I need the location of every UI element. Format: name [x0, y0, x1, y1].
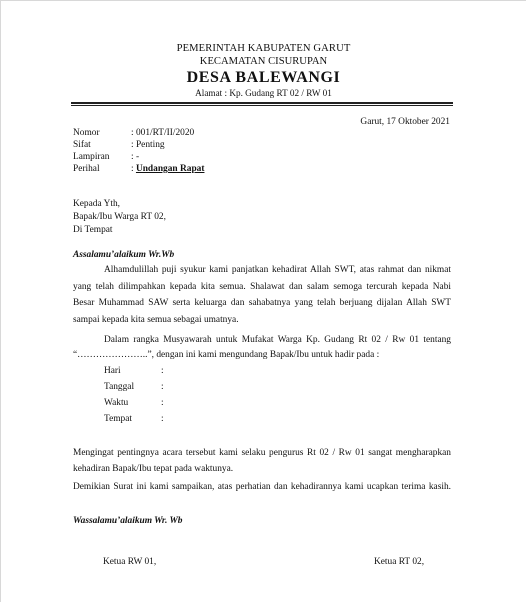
- meta-value-lampiran: : -: [131, 152, 140, 162]
- letterhead-address: Alamat : Kp. Gudang RT 02 / RW 01: [195, 88, 332, 98]
- schedule-colon: :: [161, 366, 164, 376]
- body-line: yang telah dilimpahkan kepada kita semua. Shalawat dan salam semoga tercurah kepada Nabi: [73, 282, 451, 292]
- letterhead-government: PEMERINTAH KABUPATEN GARUT: [176, 43, 351, 54]
- place-date: Garut, 17 Oktober 2021: [360, 117, 450, 127]
- recipient-line: Kepada Yth,: [73, 199, 121, 209]
- letterhead-rule-thick: [71, 102, 453, 104]
- body-line: “…………………..”, dengan ini kami mengundang Bapak/Ibu untuk hadir pada :: [73, 350, 380, 360]
- recipient-line: Bapak/Ibu Warga RT 02,: [73, 212, 166, 222]
- closing-line: kehadiran Bapak/Ibu tepat pada waktunya.: [73, 464, 234, 474]
- subject-text: Undangan Rapat: [135, 164, 205, 174]
- schedule-colon: :: [161, 414, 164, 424]
- body-line: sampai kepada kita semua sebagai umatnya.: [73, 315, 239, 325]
- schedule-label: Tanggal: [104, 382, 135, 392]
- meta-value-perihal: [131, 164, 204, 175]
- schedule-label: Hari: [104, 366, 121, 376]
- schedule-colon: :: [161, 398, 164, 408]
- meta-label-nomor: Nomor: [73, 128, 100, 138]
- closing-line: Demikian Surat ini kami sampaikan, atas perhatian dan kehadirannya kami ucapkan terima kasih.: [73, 482, 451, 492]
- letterhead-rule-thin: [71, 105, 453, 106]
- signature-rt-title: Ketua RT 02,: [374, 557, 425, 567]
- meta-value-nomor: : 001/RT/II/2020: [131, 128, 195, 138]
- schedule-colon: :: [161, 382, 164, 392]
- body-line: Dalam rangka Musyawarah untuk Mufakat Warga Kp. Gudang Rt 02 / Rw 01 tentang: [104, 335, 451, 345]
- signature-rw-title: Ketua RW 01,: [103, 557, 157, 567]
- meta-label-perihal: Perihal: [73, 164, 100, 174]
- meta-value-sifat: : Penting: [131, 140, 165, 150]
- closing-line: Mengingat pentingnya acara tersebut kami selaku pengurus Rt 02 / Rw 01 sangat mengharapkan: [73, 448, 451, 458]
- meta-colon-perihal: :: [131, 164, 136, 174]
- schedule-label: Waktu: [104, 398, 129, 408]
- body-line: Alhamdulillah puji syukur kami panjatkan kehadirat Allah SWT, atas rahmat dan nikmat: [104, 265, 451, 275]
- letterhead-village: DESA BALEWANGI: [186, 69, 341, 86]
- schedule-label: Tempat: [104, 414, 132, 424]
- greeting: Assalamu’alaikum Wr.Wb: [73, 250, 175, 260]
- recipient-line: Di Tempat: [73, 225, 113, 235]
- meta-label-lampiran: Lampiran: [73, 152, 110, 162]
- farewell: Wassalamu’alaikum Wr. Wb: [73, 516, 183, 526]
- body-line: Besar Muhammad SAW serta keluarga dan sahabatnya yang telah berjuang dijalan Allah SWT: [73, 298, 451, 308]
- letterhead-district: KECAMATAN CISURUPAN: [199, 56, 328, 67]
- meta-label-sifat: Sifat: [73, 140, 91, 150]
